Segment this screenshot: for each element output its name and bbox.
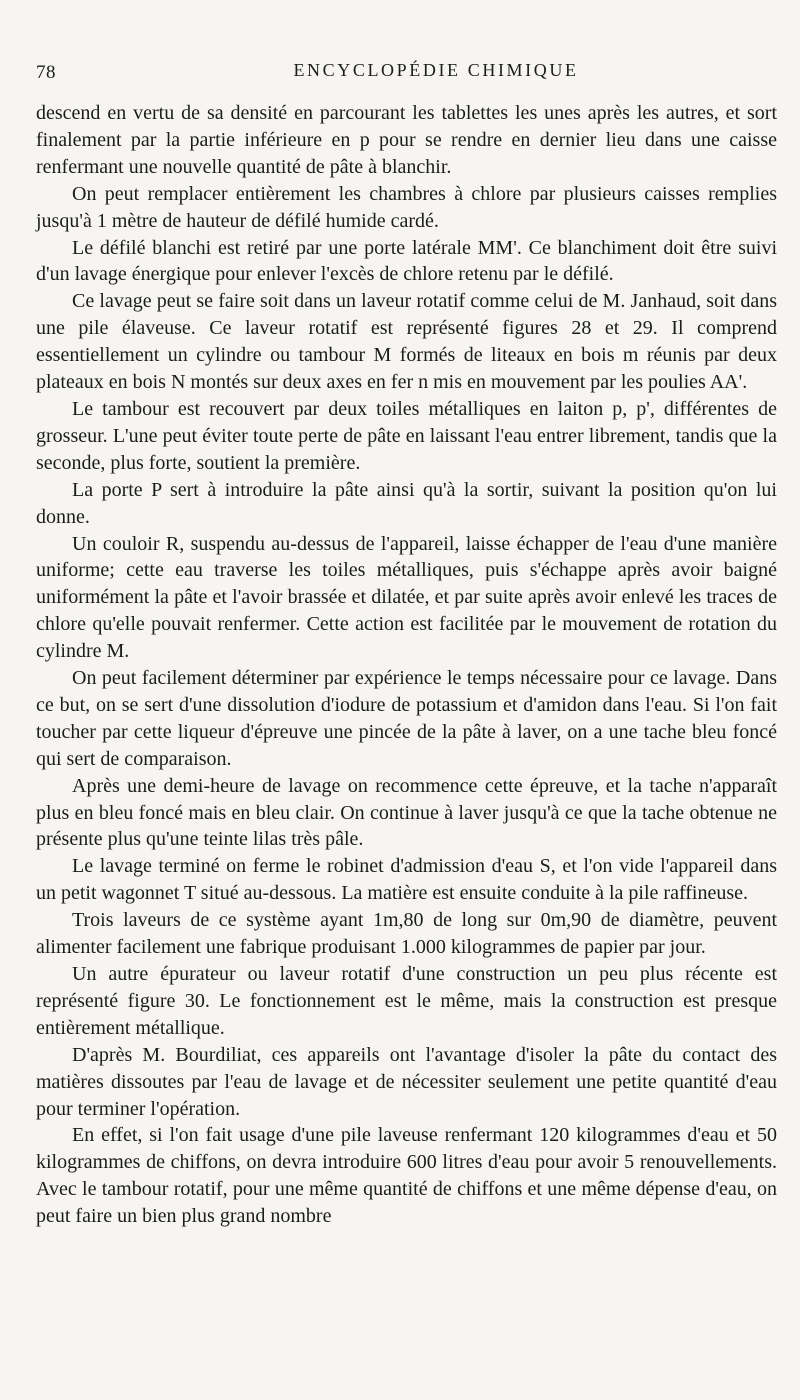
body-text [36,100,777,1230]
paragraph: On peut facilement déterminer par expérience le temps nécessaire pour ce lavage. Dans ce but, on se sert d'une dissolution d'iodure de potassium et d'amidon dans l'eau. Si l'on fait toucher par cette liqueur d'épreuve une pincée de la pâte à laver, on a une tache bleu foncé qui sert de comparaison. [36,667,777,770]
paragraph: On peut remplacer entièrement les chambres à chlore par plusieurs caisses remplies jusqu'à 1 mètre de hauteur de défilé humide cardé. [36,182,777,232]
paragraph: Ce lavage peut se faire soit dans un laveur rotatif comme celui de M. Janhaud, soit dans une pile élaveuse. Ce laveur rotatif est représenté figures 28 et 29. Il comprend essentiellement un cylindre ou tambour M formés de liteaux en bois m réunis par deux plateaux en bois N montés sur deux axes en fer n mis en mouvement par les poulies AA'. [36,290,777,394]
page-header [36,60,776,90]
paragraph: Trois laveurs de ce système ayant 1m,80 de long sur 0m,90 de diamètre, peuvent alimenter facilement une fabrique produisant 1.000 kilogrammes de papier par jour. [36,909,777,959]
running-title: ENCYCLOPÉDIE CHIMIQUE [293,60,579,80]
paragraph: Le tambour est recouvert par deux toiles métalliques en laiton p, p', différentes de grosseur. L'une peut éviter toute perte de pâte en laissant l'eau entrer librement, tandis que la seconde, plus forte, soutient la première. [36,397,777,474]
paragraph: En effet, si l'on fait usage d'une pile laveuse renfermant 120 kilogrammes d'eau et 50 kilogrammes de chiffons, on devra introduire 600 litres d'eau pour avoir 5 renouvellements. Avec le tambour rotatif, pour une même quantité de chiffons et une même dépense d'eau, on peut faire un bien plus grand nombre [36,1124,777,1228]
paragraph: Un autre épurateur ou laveur rotatif d'une construction un peu plus récente est représenté figure 30. Le fonctionnement est le même, mais la construction est presque entièrement métallique. [36,963,777,1039]
paragraph-continued: descend en vertu de sa densité en parcourant les tablettes les unes après les autres, et sort finalement par la partie inférieure en p pour se rendre en dernier lieu dans une caisse renfermant une nouvelle quantité de pâte à blanchir. [36,102,777,178]
paragraph: Le lavage terminé on ferme le robinet d'admission d'eau S, et l'on vide l'appareil dans un petit wagonnet T situé au-dessous. La matière est ensuite conduite à la pile raffineuse. [36,855,777,905]
paragraph: D'après M. Bourdiliat, ces appareils ont l'avantage d'isoler la pâte du contact des matières dissoutes par l'eau de lavage et de nécessiter seulement une petite quantité d'eau pour terminer l'opération. [36,1043,777,1120]
paragraph: Après une demi-heure de lavage on recommence cette épreuve, et la tache n'apparaît plus en bleu foncé mais en bleu clair. On continue à laver jusqu'à ce que la tache obtenue ne présente plus qu'une teinte lilas très pâle. [36,774,777,851]
paragraph: Un couloir R, suspendu au-dessus de l'appareil, laisse échapper de l'eau d'une manière uniforme; cette eau traverse les toiles métalliques, puis s'échappe après avoir baigné uniformément la pâte et l'avoir brassée et dilatée, et par suite après avoir enlevé les traces de chlore qu'elle pouvait renfermer. Cette action est facilitée par le mouvement de rotation du cylindre M. [36,532,777,663]
paragraph: La porte P sert à introduire la pâte ainsi qu'à la sortir, suivant la position qu'on lui donne. [36,478,777,528]
page-number: 78 [36,62,56,83]
paragraph: Le défilé blanchi est retiré par une porte latérale MM'. Ce blanchiment doit être suivi d'un lavage énergique pour enlever l'excès de chlore retenu par le défilé. [36,236,777,286]
